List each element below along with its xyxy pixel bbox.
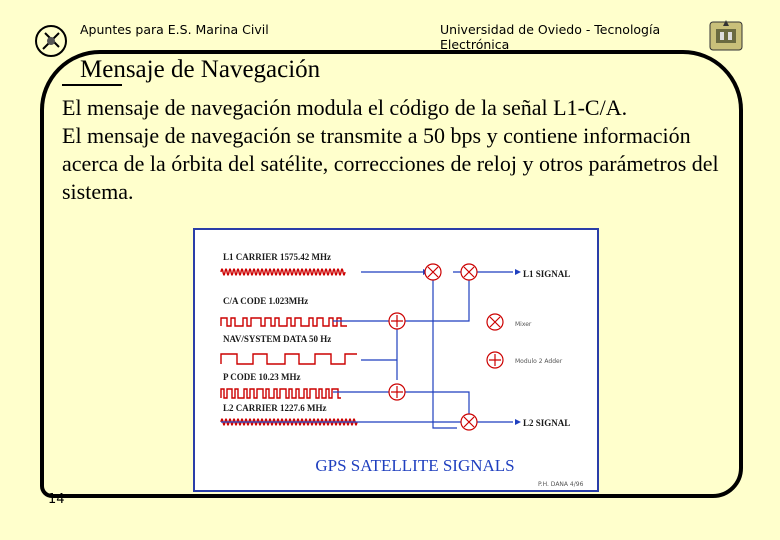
modulo2-legend-label: Modulo 2 Adder xyxy=(515,358,563,365)
header-university: Universidad de Oviedo - Tecnología Electrónica xyxy=(440,22,661,52)
header-course-title: Apuntes para E.S. Marina Civil xyxy=(80,22,269,37)
figure-caption: GPS SATELLITE SIGNALS xyxy=(315,456,515,475)
l1-carrier-label: L1 CARRIER 1575.42 MHz xyxy=(223,252,331,262)
adder-legend-icon xyxy=(487,352,503,368)
slide-body xyxy=(62,94,752,206)
nav-data-label: NAV/SYSTEM DATA 50 Hz xyxy=(223,334,332,344)
slide-title xyxy=(80,56,320,84)
slide-number: 14 xyxy=(48,492,65,507)
university-crest-icon xyxy=(706,16,746,52)
ca-code-label: C/A CODE 1.023MHz xyxy=(223,296,309,306)
adder-icon xyxy=(389,384,405,400)
mixer-legend-icon xyxy=(487,314,503,330)
mixer-icon xyxy=(425,264,441,280)
paragraph: El mensaje de navegación se transmite a 50 bps y contiene información acerca de la órbita del satélite, correcciones de reloj y otros parámetros del sistema. xyxy=(62,123,719,204)
school-logo-icon xyxy=(34,24,68,58)
l2-signal-label: L2 SIGNAL xyxy=(523,418,571,428)
mixer-legend-label: Mixer xyxy=(515,321,532,328)
l2-carrier-label: L2 CARRIER 1227.6 MHz xyxy=(223,403,327,413)
figure-credit: P.H. DANA 4/96 xyxy=(538,481,584,488)
gps-signals-diagram xyxy=(193,228,599,492)
mixer-icon xyxy=(461,264,477,280)
p-code-label: P CODE 10.23 MHz xyxy=(223,372,301,382)
paragraph: El mensaje de navegación modula el código de la señal L1-C/A. xyxy=(62,95,628,120)
adder-icon xyxy=(389,313,405,329)
mixer-icon xyxy=(461,414,477,430)
slide-title-text: Mensaje de Navegación xyxy=(80,56,321,83)
l1-signal-label: L1 SIGNAL xyxy=(523,269,571,279)
